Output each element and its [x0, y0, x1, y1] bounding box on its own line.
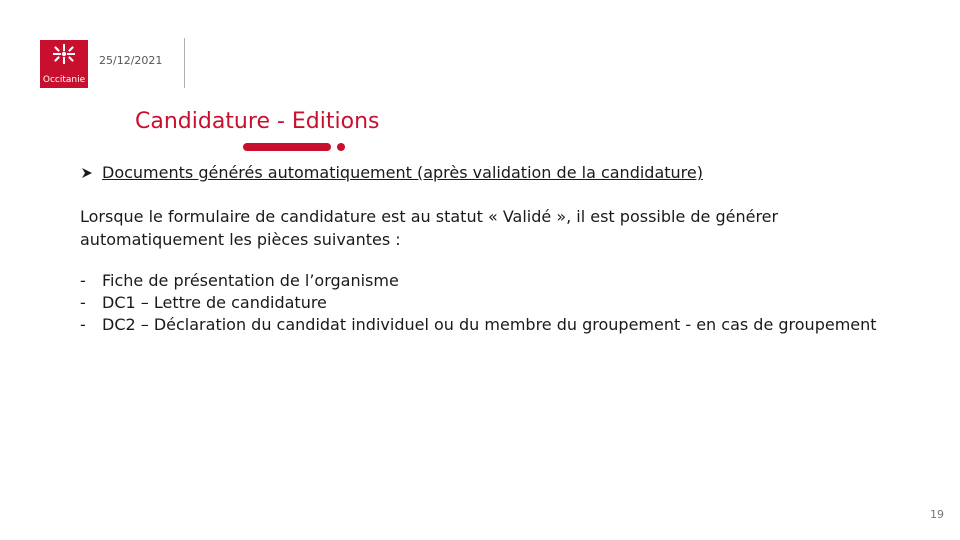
- logo-text: Occitanie: [42, 75, 86, 85]
- page-number: 19: [930, 508, 944, 521]
- list-dash: -: [80, 315, 86, 334]
- header-divider: [184, 38, 185, 88]
- list-dash: -: [80, 271, 86, 290]
- region-logo: [40, 40, 88, 88]
- document-list: [80, 270, 900, 336]
- slide-title: Candidature - Editions: [135, 109, 380, 134]
- list-item-text: DC2 – Déclaration du candidat individuel ou du membre du groupement - en cas de groupement: [102, 315, 877, 334]
- list-item-text: DC1 – Lettre de candidature: [102, 293, 327, 312]
- list-item-text: Fiche de présentation de l’organisme: [102, 271, 399, 290]
- list-dash: -: [80, 293, 86, 312]
- slide-date: 25/12/2021: [99, 54, 163, 67]
- intro-paragraph: Lorsque le formulaire de candidature est au statut « Validé », il est possible de générer automatiquement les pièces suivantes :: [80, 207, 779, 249]
- arrow-bullet-icon: [80, 166, 94, 180]
- list-item: [80, 270, 900, 292]
- title-underline-dot: [337, 143, 345, 151]
- section-bullet: [80, 163, 703, 182]
- list-item: [80, 314, 900, 336]
- occitanie-cross-icon: [50, 43, 78, 67]
- section-bullet-text: Documents générés automatiquement (après validation de la candidature): [102, 163, 703, 182]
- list-item: [80, 292, 900, 314]
- title-underline-bar: [243, 143, 331, 151]
